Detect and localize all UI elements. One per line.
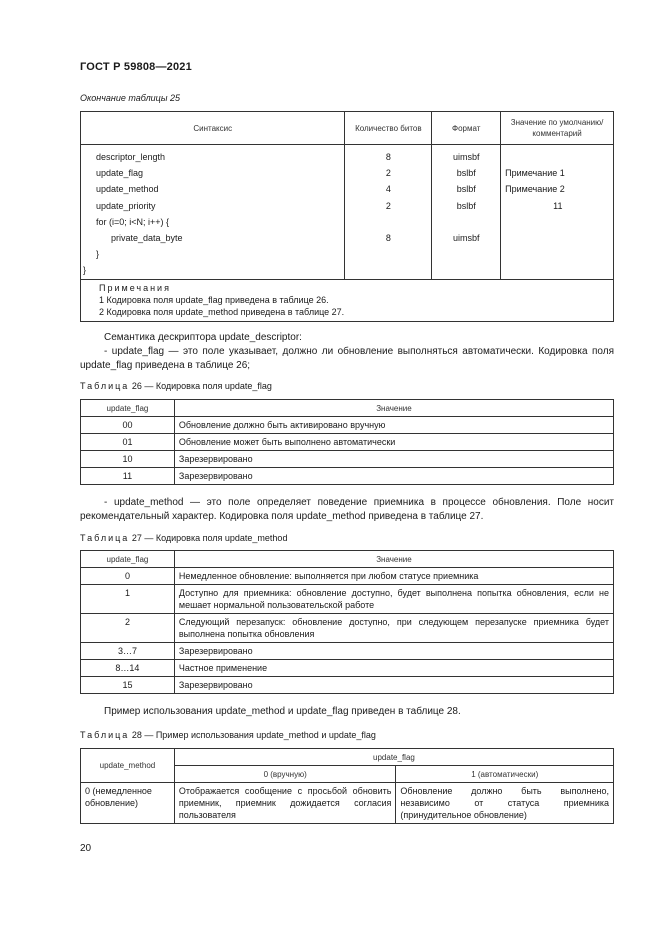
paragraph-update-flag: - update_flag — это поле указывает, должно ли обновление выполняться автоматически. Кодировка поля update_flag приведена в таблице 26; <box>80 346 614 371</box>
table-row: 2 Следующий перезапуск: обновление доступно, при следующем перезапуске приемника будет выполнена попытка обновления <box>81 614 614 643</box>
t25-header-format: Формат <box>432 112 501 145</box>
table-row: 0 Немедленное обновление: выполняется при любом статусе приемника <box>81 568 614 585</box>
table-row: update_priority <box>96 200 156 211</box>
t25-header-comment: Значение по умолчанию/ комментарий <box>501 112 614 145</box>
note-2: 2 Кодировка поля update_method приведена в таблице 27. <box>99 306 345 317</box>
table-row: descriptor_length <box>96 152 166 162</box>
table-row: for (i=0; i<N; i++) { <box>96 216 170 227</box>
document-id: ГОСТ Р 59808—2021 <box>80 61 192 73</box>
t25-comment-column: Примечание 1 Примечание 2 11 <box>501 145 614 280</box>
table-25 <box>80 111 614 322</box>
t28-header-method: update_method <box>81 749 175 783</box>
table-row: update_method <box>96 184 159 195</box>
t26-header-flag: update_flag <box>81 400 175 417</box>
paragraph-example: Пример использования update_method и update_flag приведен в таблице 28. <box>104 706 461 717</box>
table-row: 8…14 Частное применение <box>81 660 614 677</box>
table-row: 01 Обновление может быть выполнено автоматически <box>81 434 614 451</box>
notes-title: Примечания <box>99 282 171 293</box>
table-row: } <box>83 265 87 276</box>
t28-header-manual: 0 (вручную) <box>174 766 396 783</box>
table-row: 3…7 Зарезервировано <box>81 643 614 660</box>
t25-notes <box>81 279 614 321</box>
t25-header-bits: Количество битов <box>345 112 432 145</box>
t25-format-column: uimsbf bslbf bslbf bslbf uimsbf <box>432 145 501 280</box>
table-row: 15 Зарезервировано <box>81 677 614 694</box>
table-row: 00 Обновление должно быть активировано вручную <box>81 417 614 434</box>
t27-header-flag: update_flag <box>81 551 175 568</box>
table-row: update_flag <box>96 168 144 179</box>
table-row: 10 Зарезервировано <box>81 451 614 468</box>
paragraph-semantics: Семантика дескриптора update_descriptor: <box>104 332 302 343</box>
t28-header-auto: 1 (автоматически) <box>396 766 614 783</box>
t27-header-value: Значение <box>174 551 613 568</box>
table25-caption: Окончание таблицы 25 <box>80 93 180 103</box>
note-1: 1 Кодировка поля update_flag приведена в таблице 26. <box>99 294 329 305</box>
paragraph-update-method: - update_method — это поле определяет поведение приемника в процессе обновления. Поле носит рекомендательный характер. Кодировка поля update_method приведена в таблице 27. <box>80 497 614 522</box>
table-27 <box>80 550 614 694</box>
table-row: } <box>96 249 100 260</box>
table27-caption: Таблица 27 — Кодировка поля update_method <box>80 533 288 543</box>
table28-caption: Таблица 28 — Пример использования update_method и update_flag <box>80 730 376 740</box>
table-row: private_data_byte <box>111 232 183 243</box>
table-row: 0 (немедленное обновление) Отображается сообщение с просьбой обновить приемник, приемник дожидается согласия пользователя Обновление должно быть выполнено, независимо от статуса приемника (принудительное обновление) <box>81 783 614 824</box>
page-number: 20 <box>80 843 92 854</box>
t25-bits-column: 8 2 4 2 8 <box>345 145 432 280</box>
table-28 <box>80 748 614 824</box>
t28-header-flag-group: update_flag <box>174 749 613 766</box>
table-row: 1 Доступно для приемника: обновление доступно, будет выполнена попытка обновления, если не мешает нормальной пользовательской работе <box>81 585 614 614</box>
t25-header-syntax: Синтаксис <box>81 112 345 145</box>
table26-caption: Таблица 26 — Кодировка поля update_flag <box>80 381 272 391</box>
table-row: 11 Зарезервировано <box>81 468 614 485</box>
t25-syntax-column <box>81 145 345 280</box>
table-26 <box>80 399 614 485</box>
t26-header-value: Значение <box>174 400 613 417</box>
